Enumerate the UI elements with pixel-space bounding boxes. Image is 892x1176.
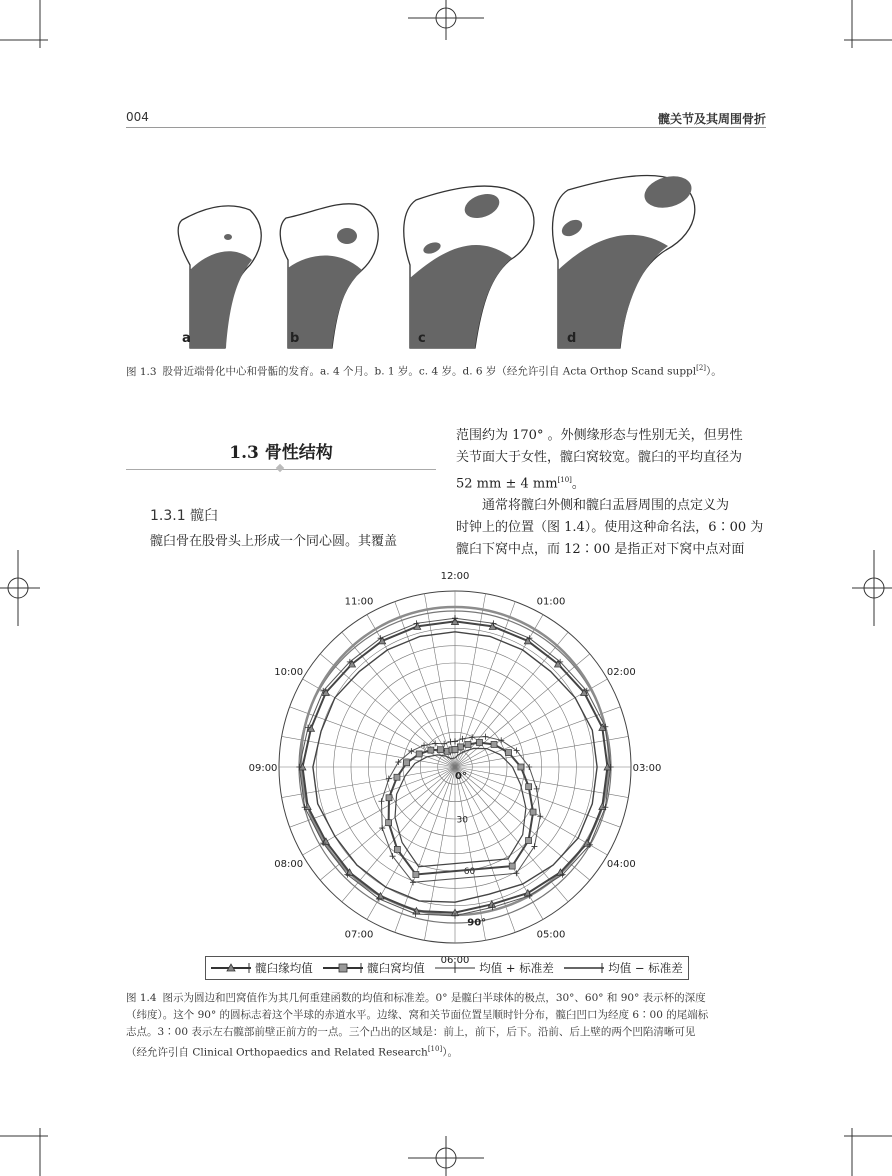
figure-1-4-polar-chart xyxy=(248,571,670,980)
panel-label-c: c xyxy=(418,331,426,346)
chart-legend xyxy=(205,956,689,980)
panel-label-b: b xyxy=(290,331,300,346)
citation-ref: [2] xyxy=(696,364,707,372)
body-line: 关节面大于女性，髋臼窝较宽。髋臼的平均直径为 xyxy=(456,450,743,465)
polar-spoke xyxy=(455,602,515,767)
caption-end: ）。 xyxy=(706,365,722,378)
fossa-mean-marker xyxy=(506,750,512,756)
fossa-plus-sd-marker xyxy=(537,813,543,819)
fossa-mean-marker xyxy=(518,764,524,770)
legend-item-fossa: 髋臼窝均值 xyxy=(323,960,425,976)
left-column-text: 髋臼骨在股骨头上形成一个同心圆。其覆盖 xyxy=(150,534,398,549)
clock-label: 03:00 xyxy=(632,763,662,774)
fossa-mean-marker xyxy=(477,739,483,745)
clock-label: 12:00 xyxy=(440,571,470,582)
clock-label: 11:00 xyxy=(344,596,374,608)
fossa-plus-sd-marker xyxy=(378,798,384,804)
clock-label: 05:00 xyxy=(536,929,566,941)
fossa-plus-sd-marker xyxy=(482,734,488,740)
rim-mean-marker xyxy=(599,803,606,810)
legend-item-minus-sd: 均值 − 标准差 xyxy=(608,961,683,975)
fossa-mean-marker xyxy=(509,863,515,869)
fossa-mean-marker xyxy=(386,795,392,801)
panel-label-d: d xyxy=(567,331,577,346)
legend-item-rim: 髋臼缘均值 xyxy=(211,960,313,976)
clock-label: 01:00 xyxy=(536,596,566,608)
femur-panel-d xyxy=(553,171,696,348)
depth-label: 90° xyxy=(467,917,487,929)
page-number: 004 xyxy=(126,110,149,124)
fossa-plus-sd-marker xyxy=(469,734,475,740)
fossa-plus-sd-marker xyxy=(386,776,392,782)
fossa-plus-sd-marker xyxy=(441,741,447,747)
figure-number: 图 1.3 xyxy=(126,365,157,378)
clock-label: 07:00 xyxy=(344,929,374,941)
clock-label: 10:00 xyxy=(274,667,304,678)
fossa-mean-marker xyxy=(438,747,444,753)
clock-label: 06:00 xyxy=(440,955,470,966)
section-title: 1.3 骨性结构 xyxy=(229,443,333,463)
body-line: 通常将髋臼外侧和髋臼盂唇周围的点定义为 xyxy=(482,498,730,514)
fossa-mean-marker xyxy=(491,741,497,747)
fossa-mean-marker xyxy=(465,741,471,747)
fossa-plus-sd-marker xyxy=(531,843,537,849)
fossa-plus-sd-marker xyxy=(498,737,504,743)
fossa-mean-marker xyxy=(428,747,434,753)
legend-item-plus-sd: 均值 + 标准差 xyxy=(479,961,554,975)
fossa-mean-marker xyxy=(413,872,419,878)
fossa-plus-sd-marker xyxy=(513,870,519,876)
femur-panel-b xyxy=(280,204,378,348)
polar-spoke xyxy=(395,767,455,932)
clock-label: 04:00 xyxy=(606,859,636,870)
depth-label: 60 xyxy=(463,866,476,877)
figure-number: 图 1.4 xyxy=(126,992,157,1004)
femur-panel-a xyxy=(178,206,261,348)
body-line: 52 mm ± 4 mm[10]。 xyxy=(456,476,585,492)
clock-label: 09:00 xyxy=(248,763,278,774)
depth-label: 0° xyxy=(455,771,467,782)
polar-spoke xyxy=(455,767,515,932)
femur-panel-c xyxy=(404,186,534,348)
caption-text: 股骨近端骨化中心和骨骺的发育。a. 4 个月。b. 1 岁。c. 4 岁。d. 6 岁（经允许引自 Acta Orthop Scand suppl xyxy=(162,365,697,378)
rim-plus-sd-marker xyxy=(452,615,458,621)
body-line: 时钟上的位置（图 1.4）。使用这种命名法，6∶00 为 xyxy=(456,520,764,536)
fossa-mean-marker xyxy=(416,751,422,757)
clock-label: 08:00 xyxy=(274,859,304,870)
fossa-mean-marker xyxy=(404,760,410,766)
body-line: 范围约为 170° 。外侧缘形态与性别无关，但男性 xyxy=(456,428,743,443)
figure-femur-development xyxy=(170,170,790,350)
depth-label: 30 xyxy=(456,815,468,826)
fossa-plus-sd-marker xyxy=(534,786,540,792)
fossa-mean-marker xyxy=(526,838,532,844)
right-column-text xyxy=(456,425,768,561)
fossa-mean-marker xyxy=(394,774,400,780)
polar-spoke xyxy=(395,602,455,767)
figure-1-4-caption: 图 1.4 图示为圆边和凹窝值作为其几何重建函数的均值和标准差。0° 是髋臼半球体的极点，30°、60° 和 90° 表示杯的深度 （纬度）。这个 90° 的圆标志着这个半球的赤道水平。边缘、窝和关节面位置呈顺时针分布，髋臼凹口为经度 6∶00 的尾端标 志点。3∶00 表示左右髋部前壁正前方的一点。三个凸出的区域是：前上，前下，后下。沿前、后上壁的两个凹陷清晰可见 （经允许引自 Clinical Orthopaedics and Related Research[10]）。 xyxy=(126,992,709,1059)
rim-mean-marker xyxy=(304,803,311,810)
fossa-mean-marker xyxy=(530,809,536,815)
header-rule xyxy=(126,127,766,128)
body-line: 髋臼下窝中点，而 12∶00 是指正对下窝中点对面 xyxy=(456,542,745,558)
fossa-mean-marker xyxy=(452,747,458,753)
fossa-mean-marker xyxy=(394,846,400,852)
fossa-mean-marker xyxy=(526,784,532,790)
fossa-plus-sd-marker xyxy=(452,738,458,744)
clock-label: 02:00 xyxy=(606,667,636,678)
subsection-title: 1.3.1 髋臼 xyxy=(150,508,219,524)
figure-1-3-caption xyxy=(126,360,776,381)
panel-label-a: a xyxy=(182,331,191,346)
running-title: 髋关节及其周围骨折 xyxy=(657,112,766,126)
fossa-mean-marker xyxy=(386,820,392,826)
